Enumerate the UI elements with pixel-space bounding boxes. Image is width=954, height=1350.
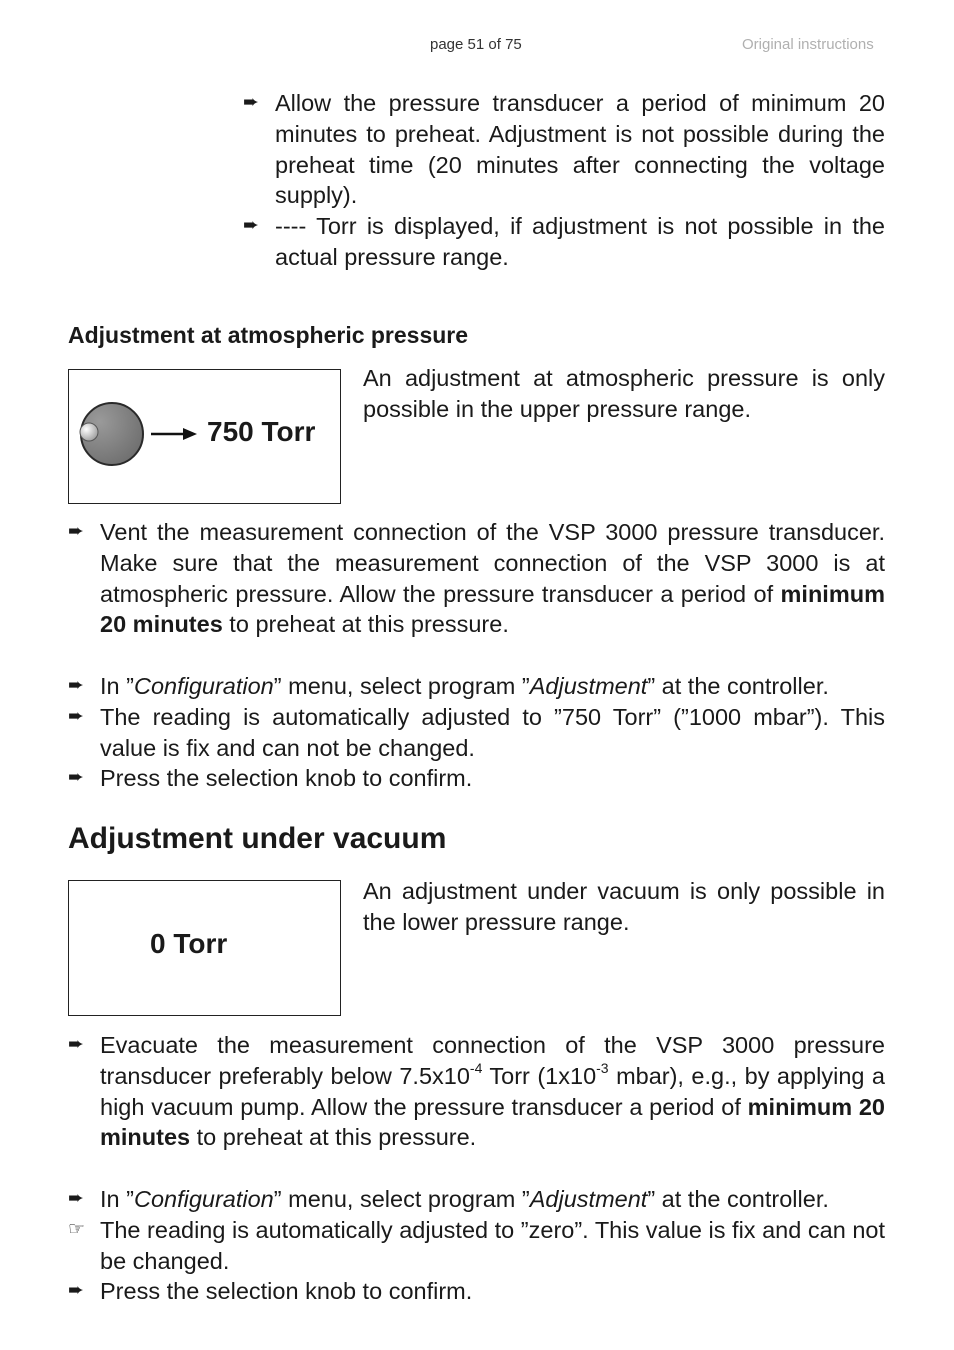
arrow-right-icon: ➨ [68, 675, 84, 696]
arrow-right-icon: ➨ [68, 1034, 84, 1055]
bullet-text: Press the selection knob to confirm. [100, 1278, 473, 1304]
hand-pointer-icon: ☞ [68, 1219, 86, 1240]
bullet-text: Vent the measurement connection of the VSP 3000 pressure transducer. Make sure that the measurement connection of the VSP 3000 is at atmospheric pressure. Allow the pressure transducer a period of minimum 20 minutes to preheat at this pressure. [100, 519, 885, 638]
section-heading-vacuum: Adjustment under vacuum [68, 822, 447, 855]
arrow-right-icon: ➨ [243, 92, 259, 113]
arrow-right-icon: ➨ [68, 521, 84, 542]
bullet-text: Allow the pressure transducer a period of minimum 20 minutes to preheat. Adjustment is not possible during the preheat time (20 minutes after connecting the voltage supply). [275, 90, 885, 209]
bullet-text: The reading is automatically adjusted to ”zero”. This value is fix and can not be changed. [100, 1217, 885, 1274]
bullet-text: In ”Configuration” menu, select program ”Adjustment” at the controller. [100, 1186, 829, 1212]
bullet-text: The reading is automatically adjusted to ”750 Torr” (”1000 mbar”). This value is fix and can not be changed. [100, 704, 885, 761]
bullet-text: Press the selection knob to confirm. [100, 765, 473, 791]
display-value: 750 Torr [207, 416, 316, 447]
selection-knob-icon [73, 398, 213, 472]
list-item [68, 702, 885, 764]
display-box-vacuum [68, 880, 341, 1016]
list-item [68, 763, 885, 794]
list-item [243, 88, 885, 211]
list-item [68, 1276, 885, 1307]
description-atmospheric [363, 363, 885, 425]
section-heading-atmospheric: Adjustment at atmospheric pressure [68, 322, 469, 348]
list-item [68, 671, 885, 702]
arrow-right-icon: ➨ [68, 1188, 84, 1209]
arrow-right-icon: ➨ [68, 1280, 84, 1301]
description-text: An adjustment under vacuum is only possible in the lower pressure range. [363, 878, 885, 935]
display-box-atmospheric [68, 369, 341, 504]
list-item [68, 1030, 885, 1153]
bullet-text: Evacuate the measurement connection of the VSP 3000 pressure transducer preferably below $7.5x10^{-4}$ Torr ($1x10^{-3}$ mbar), e.g., by applying a high vacuum pump. Allow the pressure transducer a period of minimum 20 minutes to preheat at this pressure. [100, 1032, 886, 1151]
arrow-right-icon: ➨ [68, 706, 84, 727]
display-value: 0 Torr [150, 928, 228, 959]
arrow-right-icon: ➨ [68, 767, 84, 788]
description-vacuum [363, 876, 885, 938]
bullet-text: ---- Torr is displayed, if adjustment is not possible in the actual pressure range. [275, 213, 885, 270]
list-item [68, 517, 885, 640]
list-item [68, 1215, 885, 1277]
document-label: Original instructions [742, 36, 874, 53]
list-item [243, 211, 885, 273]
arrow-right-icon: ➨ [243, 215, 259, 236]
description-text: An adjustment at atmospheric pressure is only possible in the upper pressure range. [363, 365, 885, 422]
list-item [68, 1184, 885, 1215]
bullet-text: In ”Configuration” menu, select program ”Adjustment” at the controller. [100, 673, 829, 699]
page-number: page 51 of 75 [430, 36, 522, 53]
